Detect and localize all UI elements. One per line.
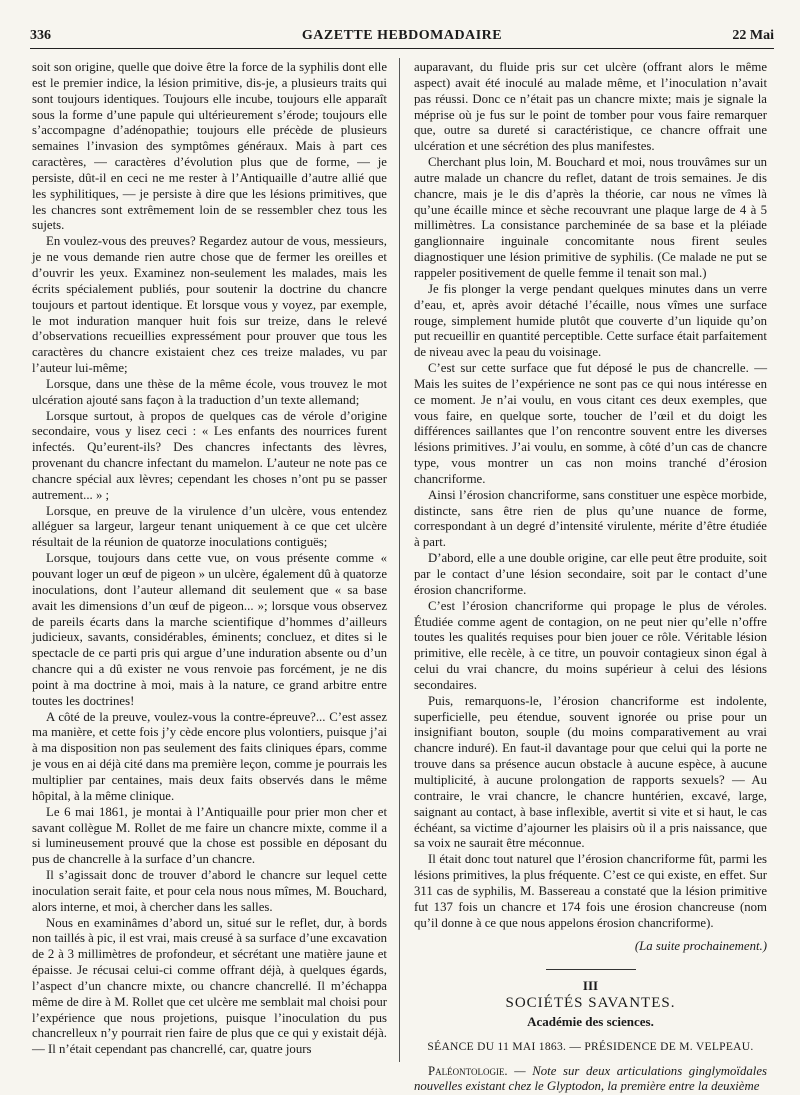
section-subtitle: Académie des sciences. xyxy=(527,1013,654,1029)
section-divider xyxy=(546,969,636,970)
paragraph: Lorsque, en preuve de la virulence d’un ulcère, vous entendez alléguer sa largeur, largeur tenant uniquement à ce que cet ulcère résultait de la réunion de quatorze inoculations contiguës; xyxy=(32,503,387,550)
lead-text: — Note sur deux articulations ginglymoïdales nouvelles existant chez le Glyptodon, la première entre la deuxième xyxy=(414,1063,767,1094)
page-number: 336 xyxy=(30,28,51,43)
publication-title: GAZETTE HEBDOMADAIRE xyxy=(301,28,503,43)
seance-line: SÉANCE DU 11 MAI 1863. — PRÉSIDENCE DE M. VELPEAU. xyxy=(427,1040,754,1053)
paragraph: A côté de la preuve, voulez-vous la contre-épreuve?... C’est assez ma manière, et cette fois j’y cède encore plus volontiers, puisque j’ai à ma disposition non pas seulement des faits cliniques épars, comme je vous en ai déjà cité dans ma première leçon, comme je pourrais les multiplier par centaines, mais deux faits observés dans le même hôpital, à la même clinique. xyxy=(32,709,387,803)
paragraph: Puis, remarquons-le, l’érosion chancriforme est indolente, superficielle, peu étendue, souvent ignorée ou prise pour un insignifiant bouton, souple (du moins comparativement au vrai chancre induré). En faut-il davantage pour que celui qui la porte ne trouve dans sa présence aucun obstacle à aucune espèce, à aucune multiplicité, à aucune prolongation de rapports sexuels? — Au contraire, le vrai chancre, le chancre huntérien, excavé, large, saignant au contact, à base inflexible, avertit si vite et si haut, le cas échéant, sa victime d’ajourner les plaisirs où il a pris naissance, que sa voix ne saurait être méconnue. xyxy=(414,693,767,851)
paragraph: D’abord, elle a une double origine, car elle peut être produite, soit par le contact d’une lésion secondaire, soit par le contact d’une érosion chancriforme. xyxy=(414,551,767,597)
section-number: III xyxy=(582,978,599,994)
section-lead xyxy=(414,1064,767,1095)
section-title: SOCIÉTÉS SAVANTES. xyxy=(505,995,676,1012)
paragraph: Je fis plonger la verge pendant quelques minutes dans un verre d’eau, et, après avoir détaché l’écaille, nous vîmes une surface rouge, simplement humide plutôt que couverte d’un liquide qu’on put recueillir en quantité perceptible. Cette surface était parfaitement de niveau avec la peau du voisinage. xyxy=(414,281,767,360)
paragraph: C’est l’érosion chancriforme qui propage le plus de véroles. Étudiée comme agent de contagion, on ne peut nier qu’elle n’offre toutes les qualités requises pour bien jouer ce rôle. Véritable lésion primitive, elle recèle, à ce titre, un pouvoir contagieux sinon égal à celui du vrai chancre, du moins supérieur à celui des lésions secondaires. xyxy=(414,598,767,692)
paragraph: Il était donc tout naturel que l’érosion chancriforme fût, parmi les lésions primitives, la plus fréquente. C’est ce qui existe, en effet. Sur 311 cas de syphilis, M. Bassereau a constaté que la lésion primitive fut 137 fois un chancre et 174 fois une érosion chancreuse (nom qu’il donne à ce que nous appelons érosion chancriforme). xyxy=(414,852,767,930)
paragraph: Cherchant plus loin, M. Bouchard et moi, nous trouvâmes sur un autre malade un chancre du reflet, datant de trois semaines. Je dis chancre, mais je le dis d’après la théorie, car nous ne vîmes là qu’une écaille mince et sèche recouvrant une plaque large de 4 à 5 millimètres. La consistance parcheminée de sa base et la pléiade ganglionnaire inguinale concomitante nous firent seules diagnostiquer une lésion primitive de syphilis. (Ce malade ne put se rappeler positivement de quelle femme il tenait son mal.) xyxy=(414,155,767,280)
paragraph: Nous en examinâmes d’abord un, situé sur le reflet, dur, à bords non taillés à pic, il est vrai, mais creusé à sa surface d’une excavation de 2 à 3 millimètres de profondeur, et sécrétant une matière jaune et épaisse. Je récusai celui-ci comme offrant déjà, à quelques égards, l’aspect d’un chancre mixte, ou chancre chancrellé. Il m’échappa même de dire à M. Rollet que cet ulcère me semblait mal choisi pour l’expérience que nous projetions, puisque l’inoculation du pus chancrelleux n’y pourrait rien faire de plus que ce qui y existait déjà. — Il n’était cependant pas chancrellé, car, quatre jours xyxy=(32,915,387,1057)
paragraph: Il s’agissait donc de trouver d’abord le chancre sur lequel cette inoculation serait faite, et pour cela nous nous mîmes, M. Bouchard, alors interne, et moi, à chercher dans les salles. xyxy=(32,868,387,914)
paragraph: Lorsque, dans une thèse de la même école, vous trouvez le mot ulcération ajouté sans façon à la traduction d’un texte allemand; xyxy=(32,376,387,407)
paragraph: auparavant, du fluide pris sur cet ulcère (offrant alors le même aspect) avait été inoculé au malade même, et l’inoculation n’avait pas réussi. Donc ce n’était pas un chancre mixte; mais je signale la méprise où je fus sur le point de tomber pour vous faire remarquer que, outre sa dureté si caractéristique, ce chancre offrait une ulcération et une sécrétion des plus manifestes. xyxy=(414,60,767,154)
paragraph: Lorsque surtout, à propos de quelques cas de vérole d’origine secondaire, vous y lisez ceci : « Les enfants des nourrices furent infectés. Qu’eurent-ils? Des chancres infectants des lèvres, provenant du chancre infectant du mamelon. L’auteur ne note pas ce chancre spécial aux lèvres; cependant les choses n’ont pu se passer autrement... » ; xyxy=(32,408,387,502)
paragraph: C’est sur cette surface que fut déposé le pus de chancrelle. — Mais les suites de l’expérience ne sont pas ce qui nous intéresse en ce moment. Je n’ai voulu, en vous citant ces deux exemples, que vous faire, en quelque sorte, toucher de l’œil et du doigt les différences saillantes que l’on rencontre souvent entre les diverses lésions primitives. J’ai voulu, en somme, à côté d’un cas de chancre type, vous montrer un cas non moins tranché d’érosion chancriforme. xyxy=(414,361,767,486)
paragraph: Le 6 mai 1861, je montai à l’Antiquaille pour prier mon cher et savant collègue M. Rollet de me faire un chancre mixte, comme il a si lumineusement prouvé que la chose est possible en déposant du pus de chancrelle à la surface d’un chancre. xyxy=(32,804,387,867)
issue-date: 22 Mai xyxy=(732,28,774,43)
paragraph: En voulez-vous des preuves? Regardez autour de vous, messieurs, je ne vous demande rien autre chose que de fermer les oreilles et d’ouvrir les yeux. Examinez non-seulement les malades, mais les écrits spécialement publiés, pour soutenir la doctrine du chancre toujours et partout identique. Et lorsque vous y voyez, par exemple, le mot induration manquer huit fois sur treize, dans le relevé d’observations recueillies expressément pour prouver que tous les caractères du chancre existaient chez ces treize malades, vu par l’auteur lui-même; xyxy=(32,234,387,376)
paragraph: soit son origine, quelle que doive être la force de la syphilis dont elle est le premier indice, la lésion primitive, dis-je, a plusieurs traits qui sont toujours identiques. Toujours elle incube, toujours elle apparaît sous la forme d’une papule qui ultérieurement s’érode; toujours elle s’accompagne d’adénopathie; toujours elle précède de plusieurs semaines l’invasion des symptômes généraux. Mais à part ces caractères, — caractères d’évolution plus que de forme, — je persiste, dût-il en ceci ne me rester à l’Antiquaille d’autre allié que les syphilitiques, — je persiste à dire que les lésions primitives, que les chancres sont extrêmement loin de se ressembler chez tous les sujets. xyxy=(32,60,387,233)
lead-label: Paléontologie. xyxy=(428,1063,508,1078)
column-divider xyxy=(399,58,400,1062)
paragraph: Lorsque, toujours dans cette vue, on vous présente comme « pouvant loger un œuf de pigeon » un ulcère, également dû à quatorze inoculations, dont l’auteur allemand dit seulement que « sa base avait les dimensions d’un œuf de pigeon... »; lorsque vous observez de pareils écarts dans la marche scientifique d’hommes d’ailleurs judicieux, savants, considérables, éminents; concluez, et dites si le spectacle de ce parti pris qui argue d’une induration absente ou d’un chancre qui a dû exister ne vous renvoie pas forcément, je ne dis point à ma doctrine à moi, mais à la nature, ce grand arbitre entre toutes les doctrines! xyxy=(32,551,387,708)
page-header xyxy=(30,24,774,49)
continuation-note: (La suite prochainement.) xyxy=(634,939,767,954)
right-column xyxy=(414,60,767,1095)
left-column xyxy=(32,60,387,1058)
paragraph: Ainsi l’érosion chancriforme, sans constituer une espèce morbide, distincte, sans être rien de plus qu’une nuance de forme, correspondant à un degré d’intensité virulente, mérite d’être étudiée à part. xyxy=(414,487,767,550)
